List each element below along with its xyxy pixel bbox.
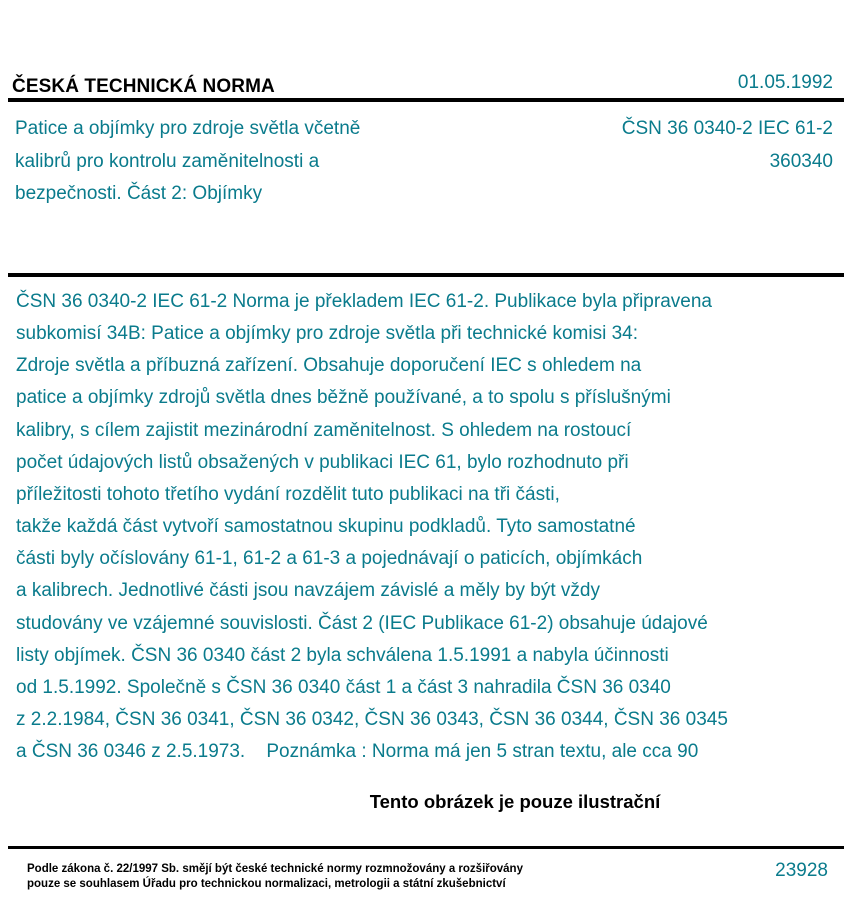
- standard-designation: ČSN 36 0340-2 IEC 61-2: [621, 118, 833, 139]
- publication-date: 01.05.1992: [737, 72, 833, 93]
- title-divider: [8, 273, 844, 277]
- illustration-notice: Tento obrázek je pouze ilustrační: [369, 791, 661, 812]
- copyright-notice: Podle zákona č. 22/1997 Sb. smějí být české technické normy rozmnožovány a rozšiřovány pouze se souhlasem Úřadu pro technickou normalizaci, metrologii a státní zkušebnictví: [27, 863, 523, 890]
- footer-divider: [8, 846, 844, 849]
- standard-description: ČSN 36 0340-2 IEC 61-2 Norma je překladem IEC 61-2. Publikace byla připravena subkomisí 34B: Patice a objímky pro zdroje světla při technické komisi 34: Zdroje světla a příbuzná zařízení. Obsahuje doporučení IEC s ohledem na patice a objímky zdrojů světla dnes běžně používané, a to spolu s příslušnými kalibry, s cílem zajistit mezinárodní zaměnitelnost. S ohledem na rostoucí počet údajových listů obsažených v publikaci IEC 61, bylo rozhodnuto při příležitosti tohoto třetího vydání rozdělit tuto publikaci na tři části, takže každá část vytvoří samostatnou skupinu podkladů. Tyto samostatné části byly očíslovány 61-1, 61-2 a 61-3 a pojednávají o paticích, objímkách a kalibrech. Jednotlivé části jsou navzájem závislé a měly by být vždy studovány ve vzájemné souvislosti. Část 2 (IEC Publikace 61-2) obsahuje údajové listy objímek. ČSN 36 0340 část 2 byla schválena 1.5.1991 a nabyla účinnosti od 1.5.1992. Společně s ČSN 36 0340 část 1 a část 3 nahradila ČSN 36 0340 z 2.2.1984, ČSN 36 0341, ČSN 36 0342, ČSN 36 0343, ČSN 36 0344, ČSN 36 0345 a ČSN 36 0346 z 2.5.1973. Poznámka : Norma má jen 5 stran textu, ale cca 90: [16, 291, 728, 763]
- document-id: 23928: [775, 860, 828, 881]
- standard-codes: [622, 113, 833, 178]
- header-divider: [8, 98, 844, 102]
- standard-type-heading: ČESKÁ TECHNICKÁ NORMA: [12, 76, 275, 97]
- classification-code: 360340: [769, 150, 833, 172]
- standard-title: [15, 113, 485, 211]
- standard-title-text: Patice a objímky pro zdroje světla včetně kalibrů pro kontrolu zaměnitelnosti a bezpečnosti. Část 2: Objímky: [15, 118, 361, 204]
